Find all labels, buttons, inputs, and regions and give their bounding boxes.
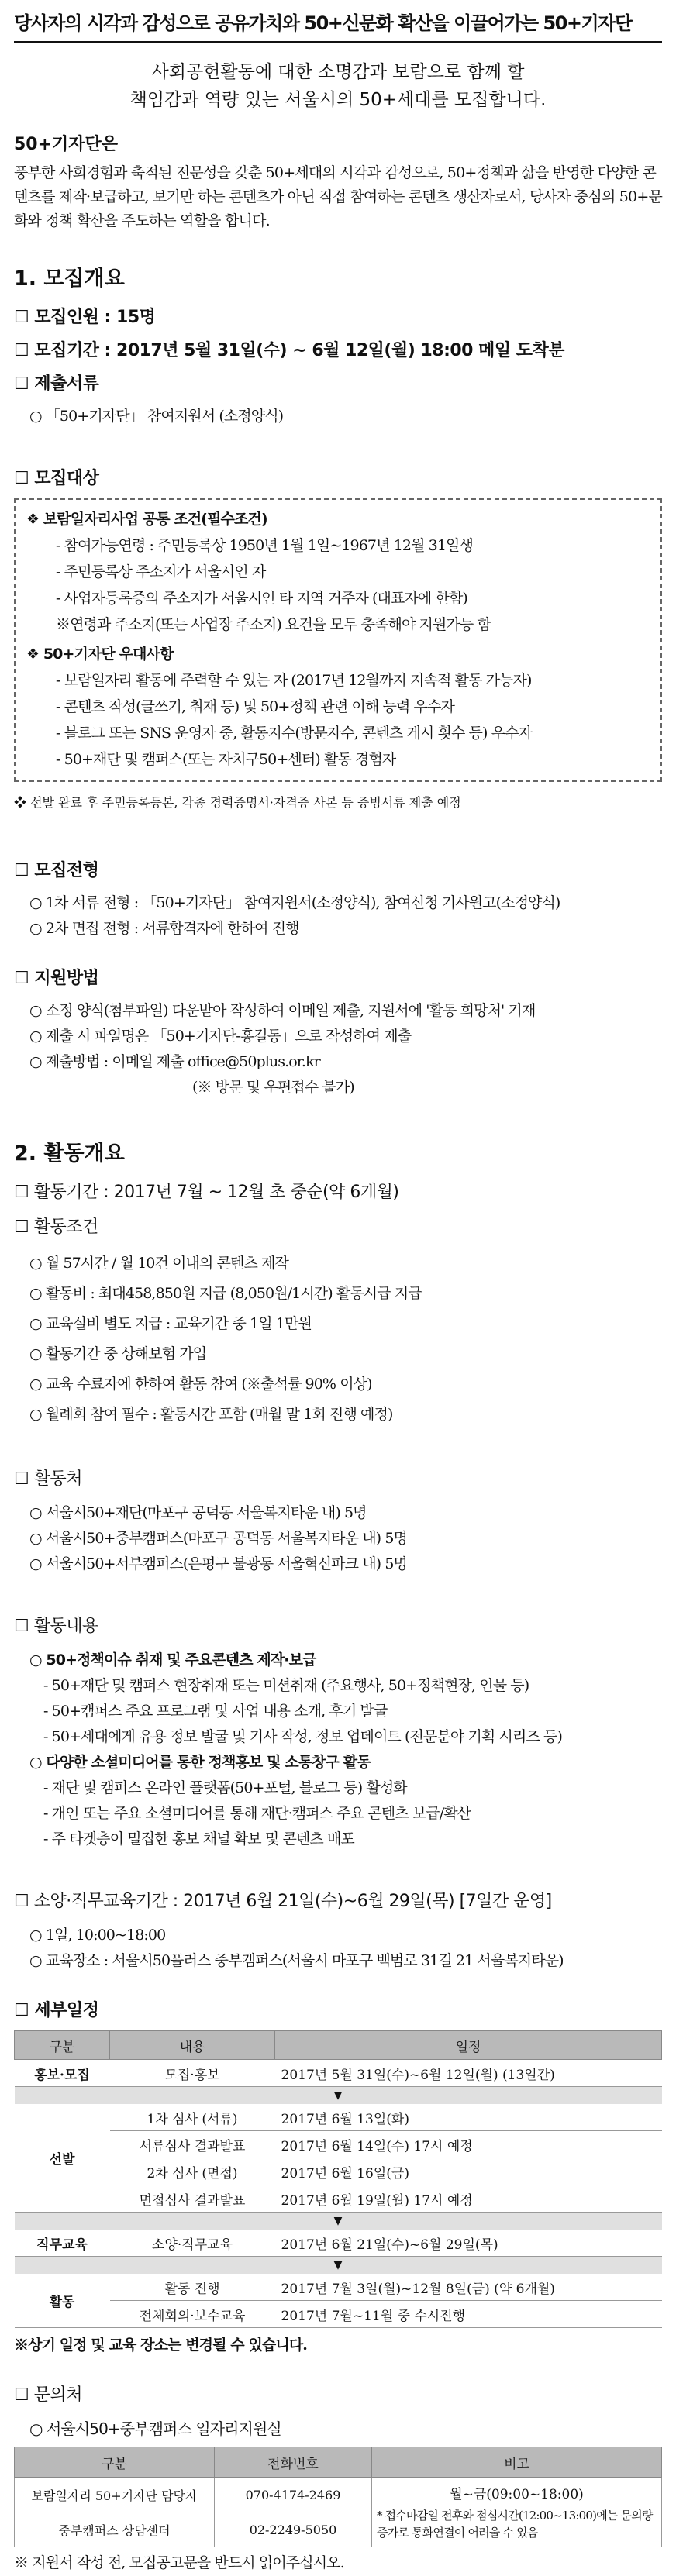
content-group-heading: ○ 50+정책이슈 취재 및 주요콘텐츠 제작·보급 (29, 1651, 316, 1669)
page-title: 당사자의 시각과 감성으로 공유가치와 50+신문화 확산을 이끌어가는 50+기자단 (14, 0, 662, 43)
schedule-date: 2017년 6월 16일(금) (275, 2158, 662, 2185)
education-item: ○ 1일, 10:00~18:00 (29, 1927, 166, 1944)
subtitle-line: 책임감과 역량 있는 서울시의 50+세대를 모집합니다. (129, 90, 547, 110)
submission-note: ❖ 선발 완료 후 주민등록등본, 각종 경력증명서·자격증 사본 등 증빙서류 제출 예정 (14, 795, 461, 810)
content-item: - 재단 및 캠퍼스 온라인 플랫폼(50+포털, 블로그 등) 활성화 (43, 1779, 407, 1796)
contact-name: 보람일자리 50+기자단 담당자 (15, 2478, 215, 2512)
selection-step: ○ 1차 서류 전형 : 「50+기자단」 참여지원서(소정양식), 참여신청 기사원고(소정양식) (29, 894, 560, 911)
recruit-count: ☐ 모집인원 : 15명 (14, 308, 156, 327)
content-item: - 50+재단 및 캠퍼스 현장취재 또는 미션취재 (주요행사, 50+정책현장, 인물 등) (43, 1677, 529, 1694)
contact-phone[interactable]: 02-2249-5050 (215, 2512, 372, 2547)
schedule-content: 소양·직무교육 (110, 2230, 275, 2257)
condition-item: ○ 활동기간 중 상해보험 가입 (29, 1345, 207, 1362)
intro-heading: 50+기자단은 (14, 135, 119, 154)
down-arrow-icon: ▼ (15, 2257, 662, 2275)
table-row (15, 2274, 662, 2301)
subtitle (14, 58, 662, 114)
common-conditions-heading: ❖ 보람일자리사업 공통 조건(필수조건) (26, 511, 267, 528)
table-row (15, 2230, 662, 2257)
documents-item: ○ 「50+기자단」 참여지원서 (소정양식) (29, 408, 284, 425)
preference-heading: ❖ 50+기자단 우대사항 (26, 646, 174, 663)
schedule-col-header: 일정 (275, 2031, 662, 2060)
contact-table (14, 2447, 662, 2547)
schedule-note: ※상기 일정 및 교육 장소는 변경될 수 있습니다. (14, 2337, 307, 2354)
condition-item: ○ 교육실비 별도 지급 : 교육기간 중 1일 1만원 (29, 1315, 312, 1332)
schedule-content: 2차 심사 (면접) (110, 2158, 275, 2185)
activity-content-heading: ☐ 활동내용 (14, 1617, 98, 1636)
schedule-phase: 선발 (15, 2104, 110, 2213)
schedule-content: 1차 심사 (서류) (110, 2104, 275, 2131)
schedule-content: 서류심사 결과발표 (110, 2131, 275, 2158)
down-arrow-icon: ▼ (15, 2087, 662, 2105)
schedule-content: 모집·홍보 (110, 2060, 275, 2087)
down-arrow-icon: ▼ (15, 2213, 662, 2230)
common-condition: - 사업자등록증의 주소지가 서울시인 타 지역 거주자 (대표자에 한함) (56, 590, 467, 607)
activity-place-heading: ☐ 활동처 (14, 1469, 82, 1489)
selection-process-heading: ☐ 모집전형 (14, 861, 99, 880)
schedule-date: 2017년 6월 19일(월) 17시 예정 (275, 2185, 662, 2213)
activity-place: ○ 서울시50+서부캠퍼스(은평구 불광동 서울혁신파크 내) 5명 (29, 1555, 407, 1572)
table-row (15, 2060, 662, 2087)
contact-phone[interactable]: 070-4174-2469 (215, 2478, 372, 2512)
condition-item: ○ 월 57시간 / 월 10건 이내의 콘텐츠 제작 (29, 1255, 288, 1272)
apply-item: ○ 제출방법 : 이메일 제출 office@50plus.or.kr (29, 1053, 320, 1070)
common-condition: - 참여가능연령 : 주민등록상 1950년 1월 1일~1967년 12월 31일생 (56, 537, 473, 554)
contact-subheading: ○ 서울시50+중부캠퍼스 일자리지원실 (29, 2419, 281, 2438)
schedule-heading: ☐ 세부일정 (14, 2001, 99, 2020)
contact-remark (372, 2478, 662, 2547)
schedule-content: 활동 진행 (110, 2274, 275, 2301)
content-item: - 50+캠퍼스 주요 프로그램 및 사업 내용 소개, 후기 발굴 (43, 1703, 388, 1720)
apply-method-heading: ☐ 지원방법 (14, 969, 99, 988)
schedule-phase: 직무교육 (15, 2230, 110, 2257)
section-1-heading: 1. 모집개요 (14, 267, 125, 291)
schedule-date: 2017년 7월~11월 중 수시진행 (275, 2301, 662, 2328)
contact-hours: 월~금(09:00~18:00) (450, 2487, 584, 2502)
common-condition: - 주민등록상 주소지가 서울시인 자 (56, 563, 266, 580)
schedule-col-header: 구분 (15, 2031, 110, 2060)
education-item: ○ 교육장소 : 서울시50플러스 중부캠퍼스(서울시 마포구 백범로 31길 21 서울복지타운) (29, 1952, 564, 1969)
content-group-heading: ○ 다양한 소셜미디어를 통한 정책홍보 및 소통창구 활동 (29, 1754, 371, 1771)
contact-name: 중부캠퍼스 상담센터 (15, 2512, 215, 2547)
common-condition: ※연령과 주소지(또는 사업장 주소지) 요건을 모두 충족해야 지원가능 함 (56, 616, 491, 633)
activity-place: ○ 서울시50+재단(마포구 공덕동 서울복지타운 내) 5명 (29, 1504, 367, 1521)
condition-item: ○ 교육 수료자에 한하여 활동 참여 (※출석률 90% 이상) (29, 1376, 372, 1393)
section-2-heading: 2. 활동개요 (14, 1142, 125, 1166)
preference-item: - 블로그 또는 SNS 운영자 중, 활동지수(방문자수, 콘텐츠 게시 횟수 등) 우수자 (56, 725, 533, 742)
apply-item: ○ 제출 시 파일명은 「50+기자단-홍길동」으로 작성하여 제출 (29, 1028, 412, 1045)
schedule-phase: 홍보·모집 (15, 2060, 110, 2087)
content-item: - 50+세대에게 유용 정보 발굴 및 기사 작성, 정보 업데이트 (전문분야 기획 시리즈 등) (43, 1728, 562, 1745)
activity-conditions-heading: ☐ 활동조건 (14, 1217, 98, 1237)
schedule-content: 면접심사 결과발표 (110, 2185, 275, 2213)
schedule-date: 2017년 7월 3일(월)~12월 8일(금) (약 6개월) (275, 2274, 662, 2301)
preference-item: - 보람일자리 활동에 주력할 수 있는 자 (2017년 12월까지 지속적 활동 가능자) (56, 672, 532, 689)
recruit-period: ☐ 모집기간 : 2017년 5월 31일(수) ~ 6월 12일(월) 18:00 메일 도착분 (14, 341, 565, 360)
schedule-content: 전체회의·보수교육 (110, 2301, 275, 2328)
condition-item: ○ 월례회 참여 필수 : 활동시간 포함 (매월 말 1회 진행 예정) (29, 1406, 393, 1423)
activity-period: ☐ 활동기간 : 2017년 7월 ~ 12월 초 중순(약 6개월) (14, 1183, 399, 1202)
table-row (15, 2104, 662, 2131)
table-row (15, 2131, 662, 2158)
schedule-table (14, 2030, 662, 2328)
schedule-date: 2017년 6월 14일(수) 17시 예정 (275, 2131, 662, 2158)
schedule-date: 2017년 5월 31일(수)~6월 12일(월) (13일간) (275, 2060, 662, 2087)
intro-text: 풍부한 사회경험과 축적된 전문성을 갖춘 50+세대의 시각과 감성으로, 50+정책과 삶을 반영한 다양한 콘텐츠를 제작·보급하고, 보기만 하는 콘텐츠가 아닌 직접 참여하는 콘텐츠 생산자로서, 당사자 중심의 50+문화와 정책 확산을 주도하는 역할을 합니다. (14, 164, 663, 229)
content-item: - 개인 또는 주요 소셜미디어를 통해 재단·캠퍼스 주요 콘텐츠 보급/확산 (43, 1805, 471, 1822)
schedule-date: 2017년 6월 13일(화) (275, 2104, 662, 2131)
table-row (15, 2301, 662, 2328)
content-item: - 주 타겟층이 밀집한 홍보 채널 확보 및 콘텐츠 배포 (43, 1830, 354, 1848)
apply-item: ○ 소정 양식(첨부파일) 다운받아 작성하여 이메일 제출, 지원서에 '활동 희망처' 기재 (29, 1002, 536, 1019)
footer-note: ※ 지원서 작성 전, 모집공고문을 반드시 읽어주십시오. (14, 2554, 344, 2571)
table-row (15, 2478, 662, 2512)
documents-heading: ☐ 제출서류 (14, 374, 99, 394)
contact-caution: * 접수마감일 전후와 점심시간(12:00~13:00)에는 문의량 증가로 통화연결이 어려울 수 있음 (377, 2509, 653, 2540)
activity-place: ○ 서울시50+중부캠퍼스(마포구 공덕동 서울복지타운 내) 5명 (29, 1530, 407, 1547)
contact-col-header: 구분 (15, 2447, 215, 2478)
schedule-col-header: 내용 (110, 2031, 275, 2060)
target-conditions-box (14, 498, 662, 782)
table-row (15, 2158, 662, 2185)
preference-item: - 50+재단 및 캠퍼스(또는 자치구50+센터) 활동 경험자 (56, 751, 396, 768)
contact-heading: ☐ 문의처 (14, 2385, 82, 2405)
schedule-phase: 활동 (15, 2274, 110, 2328)
condition-item: ○ 활동비 : 최대458,850원 지급 (8,050원/1시간) 활동시급 지급 (29, 1285, 422, 1302)
subtitle-line: 사회공헌활동에 대한 소명감과 보람으로 함께 할 (151, 62, 525, 82)
contact-col-header: 전화번호 (215, 2447, 372, 2478)
preference-item: - 콘텐츠 작성(글쓰기, 취재 등) 및 50+정책 관련 이해 능력 우수자 (56, 698, 454, 715)
schedule-date: 2017년 6월 21일(수)~6월 29일(목) (275, 2230, 662, 2257)
education-heading: ☐ 소양·직무교육기간 : 2017년 6월 21일(수)~6월 29일(목) [7일간 운영] (14, 1892, 552, 1911)
table-row (15, 2185, 662, 2213)
apply-note: (※ 방문 및 우편접수 불가) (192, 1079, 354, 1096)
selection-step: ○ 2차 면접 전형 : 서류합격자에 한하여 진행 (29, 920, 299, 937)
target-heading: ☐ 모집대상 (14, 469, 99, 488)
contact-col-header: 비고 (372, 2447, 662, 2478)
